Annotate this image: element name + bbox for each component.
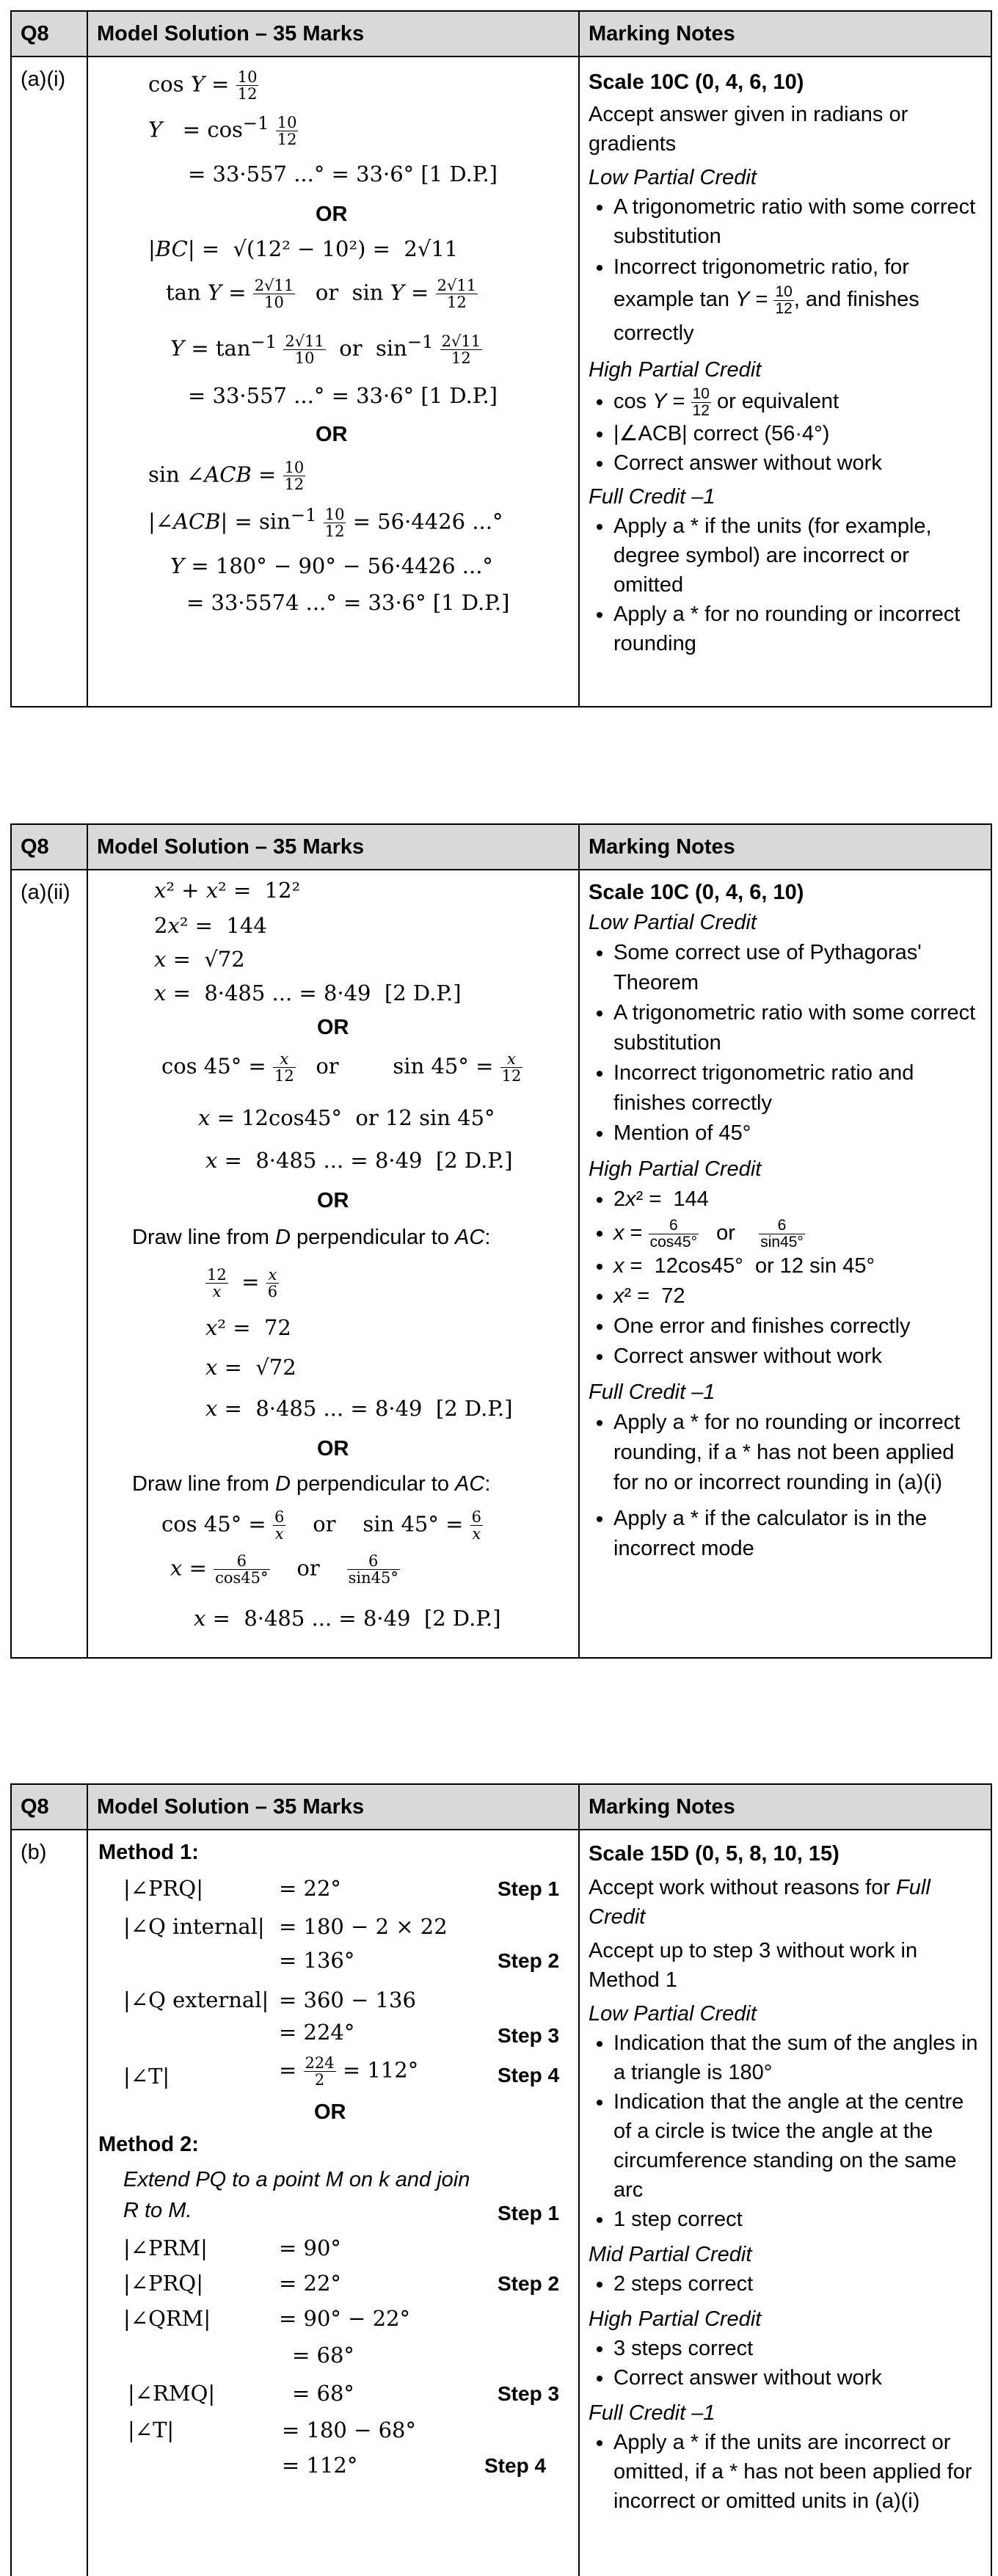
solution-line: Y = 180° − 90° − 56·4426 ...° <box>170 553 493 578</box>
model-solution <box>88 1830 580 2576</box>
or-label: OR <box>317 1016 349 1039</box>
marking-notes <box>580 870 991 1657</box>
note-item: • Apply a * if the calculator is in the incorrect mode <box>613 1504 983 1564</box>
solution-line: $\frac{12}{x}$ = $\frac{x}{6}$ <box>207 1266 278 1300</box>
method-1-label: Method 1: <box>98 1841 199 1864</box>
low-credit-heading: Low Partial Credit <box>589 2002 757 2026</box>
solution-line: |∠PRQ| <box>123 2271 203 2296</box>
marking-notes <box>580 1830 991 2576</box>
solution-line: x = $\frac{6}{\cos 45^\circ}$ or $\frac{6}{\sin 45^\circ}$ <box>170 1552 398 1587</box>
header-q: Q8 <box>12 1785 88 1829</box>
solution-line: cos 45° = $\frac{x}{12}$ or sin 45° = $\frac{x}{12}$ <box>161 1050 522 1085</box>
full-credit-heading: Full Credit –1 <box>589 484 715 509</box>
header-model: Model Solution – 35 Marks <box>88 1785 580 1829</box>
solution-line: |∠RMQ| <box>128 2381 216 2406</box>
step-label: Step 2 <box>498 2272 560 2295</box>
scale-label: Scale 10C (0, 4, 6, 10) <box>589 881 804 904</box>
step-label: Step 1 <box>498 1877 560 1900</box>
or-label: OR <box>314 2100 346 2124</box>
solution-line: x = 12cos45° or 12 sin 45° <box>198 1105 495 1130</box>
solution-line: |∠Q internal| <box>123 1914 265 1939</box>
scale-label: Scale 15D (0, 5, 8, 10, 15) <box>589 1842 839 1866</box>
solution-line: |∠T| <box>128 2417 175 2442</box>
solution-line: 2x² = 144 <box>154 913 267 938</box>
solution-line: cos Y = $\frac{10}{12}$ <box>148 68 258 103</box>
note-item: • Mention of 45° <box>613 1118 983 1149</box>
solution-line: = 360 − 136 <box>279 1987 416 2012</box>
solution-line: = $\frac{224}{2}$ = 112° <box>279 2054 419 2089</box>
note-item: • |∠ACB| correct (56·4°) <box>613 419 983 448</box>
note-item: • Correct answer without work <box>613 2363 983 2393</box>
or-label: OR <box>316 203 348 226</box>
solution-line: $Y = \tan^{-1}$ $\frac{2√11}{10}$ or $\sin^{-1}$ $\frac{2√11}{12}$ <box>170 332 481 368</box>
header-q: Q8 <box>12 825 88 869</box>
model-solution <box>88 57 580 706</box>
note-item: • Some correct use of Pythagoras' Theorem <box>613 938 983 998</box>
table-header <box>12 1785 991 1830</box>
accept-note: Accept up to step 3 without work in Method 1 <box>589 1939 918 1992</box>
solution-line: = 22° <box>279 1876 341 1901</box>
note-item: • Apply a * for no rounding or incorrect rounding, if a * has not been applied for no or incorrect rounding in (a)(i) <box>613 1408 983 1498</box>
high-credit-heading: High Partial Credit <box>589 1157 762 1181</box>
solution-line: = 90° − 22° <box>279 2306 411 2331</box>
note-item: • One error and finishes correctly <box>613 1311 983 1342</box>
header-model: Model Solution – 35 Marks <box>88 825 580 869</box>
solution-line: $Y = \cos^{-1}$ $\frac{10}{12}$ <box>148 113 297 149</box>
solution-line: = 180 − 2 × 22 <box>279 1914 448 1939</box>
solution-text: Draw line from D perpendicular to AC: <box>132 1472 491 1496</box>
low-credit-heading: Low Partial Credit <box>589 911 757 934</box>
header-notes: Marking Notes <box>589 22 735 46</box>
header-notes: Marking Notes <box>589 835 735 859</box>
solution-line: cos 45° = $\frac{6}{x}$ or sin 45° = $\frac{6}{x}$ <box>161 1508 481 1543</box>
solution-line: x = 8·485 ... = 8·49 [2 D.P.] <box>205 1148 513 1173</box>
solution-line: = 33·557 ...° = 33·6° [1 D.P.] <box>188 383 498 408</box>
note-item: • Apply a * for no rounding or incorrect rounding <box>613 600 983 658</box>
table-header <box>12 825 991 870</box>
note-item: • Correct answer without work <box>613 1342 983 1372</box>
solution-line: = 68° <box>292 2381 354 2406</box>
solution-line: |∠ACB| = $\sin^{-1}$ $\frac{10}{12}$ = 56·4426 ...° <box>148 505 503 541</box>
method-2-label: Method 2: <box>98 2133 199 2156</box>
note-item: • A trigonometric ratio with some correct substitution <box>613 192 983 251</box>
full-credit-heading: Full Credit –1 <box>589 2401 715 2425</box>
step-label: Step 4 <box>484 2454 547 2477</box>
note-item: • Incorrect trigonometric ratio and finishes correctly <box>613 1058 983 1118</box>
note-item: • A trigonometric ratio with some correct substitution <box>613 998 983 1058</box>
note-item: • 1 step correct <box>613 2205 983 2234</box>
note-item: • Apply a * if the units are incorrect or omitted, if a * has not been applied for incorrect or omitted units in (a)(i) <box>613 2428 983 2516</box>
table-a-ii <box>10 823 992 1659</box>
solution-line: |∠QRM| <box>123 2306 211 2331</box>
step-label: Step 4 <box>498 2064 560 2086</box>
accept-note: Accept work without reasons for Full Credit <box>589 1876 930 1929</box>
step-label: Step 2 <box>498 1949 560 1972</box>
solution-line: |BC| = √(12² − 10²) = 2√11 <box>148 236 459 261</box>
note-item: • Indication that the angle at the centre of a circle is twice the angle at the circumference standing on the same arc <box>613 2087 983 2205</box>
solution-line: = 68° <box>292 2343 354 2368</box>
part-label: (a)(i) <box>12 57 88 706</box>
solution-line: sin ∠ACB = $\frac{10}{12}$ <box>148 459 305 493</box>
note-item: • 3 steps correct <box>613 2334 983 2363</box>
note-item: • cos Y = $\frac{10}{12}$ or equivalent <box>613 385 983 419</box>
solution-line: tan Y = $\frac{2√11}{10}$ or sin Y = $\frac{2√11}{12}$ <box>166 277 477 311</box>
note-item: • Incorrect trigonometric ratio, for example tan Y = $\frac{10}{12}$ , and finishes correctly <box>613 251 983 349</box>
solution-line: x² + x² = 12² <box>154 878 301 903</box>
solution-line: x = 8·485 ... = 8·49 [2 D.P.] <box>194 1606 501 1631</box>
or-label: OR <box>317 1437 349 1460</box>
solution-text: Draw line from D perpendicular to AC: <box>132 1226 491 1249</box>
note-item: • Correct answer without work <box>613 448 983 478</box>
solution-line: x = √72 <box>154 947 245 972</box>
note-item: • Apply a * if the units (for example, degree symbol) are incorrect or omitted <box>613 512 983 600</box>
high-credit-heading: High Partial Credit <box>589 357 762 382</box>
or-label: OR <box>317 1189 349 1212</box>
full-credit-heading: Full Credit –1 <box>589 1380 715 1404</box>
mid-credit-heading: Mid Partial Credit <box>589 2243 752 2266</box>
solution-text: R to M. <box>123 2199 192 2222</box>
solution-line: = 90° <box>279 2235 341 2260</box>
step-label: Step 3 <box>498 2382 560 2405</box>
note-item: • x = 12cos45° or 12 sin 45° <box>613 1251 983 1281</box>
part-label: (b) <box>12 1830 88 2576</box>
note-item: • x² = 72 <box>613 1281 983 1311</box>
note-item: • 2x² = 144 <box>613 1185 983 1215</box>
solution-line: = 33·5574 ...° = 33·6° [1 D.P.] <box>186 590 510 615</box>
step-label: Step 3 <box>498 2024 560 2047</box>
part-label: (a)(ii) <box>12 870 88 1657</box>
note-item: • 2 steps correct <box>613 2269 983 2299</box>
solution-line: |∠Q external| <box>123 1987 269 2012</box>
high-credit-heading: High Partial Credit <box>589 2307 762 2331</box>
solution-line: x² = 72 <box>205 1315 291 1340</box>
low-credit-heading: Low Partial Credit <box>589 166 757 189</box>
table-b <box>10 1783 992 2576</box>
solution-line: x = 8·485 ... = 8·49 [2 D.P.] <box>154 980 462 1005</box>
header-q: Q8 <box>12 12 88 56</box>
scale-label: Scale 10C (0, 4, 6, 10) <box>589 70 804 94</box>
header-model: Model Solution – 35 Marks <box>88 12 580 56</box>
or-label: OR <box>316 423 348 446</box>
note-item: • Indication that the sum of the angles in a triangle is 180° <box>613 2029 983 2087</box>
solution-line: = 180 − 68° <box>282 2417 417 2442</box>
solution-line: = 224° <box>279 2020 355 2045</box>
solution-line: |∠PRQ| <box>123 1876 203 1901</box>
header-notes: Marking Notes <box>589 1795 735 1819</box>
solution-line: x = 8·485 ... = 8·49 [2 D.P.] <box>205 1396 513 1421</box>
note-item: • x = $\frac{6}{\cos 45^\circ}$ or $\frac{6}{\sin 45^\circ}$ <box>613 1215 983 1251</box>
marking-notes <box>580 57 991 706</box>
solution-line: x = √72 <box>205 1355 296 1380</box>
solution-line: |∠PRM| <box>123 2235 208 2260</box>
solution-line: = 33·557 ...° = 33·6° [1 D.P.] <box>188 161 498 186</box>
solution-line: = 136° <box>279 1948 355 1973</box>
solution-line: = 22° <box>279 2271 341 2296</box>
table-a-i <box>10 10 992 707</box>
table-header <box>12 12 991 57</box>
solution-line: |∠T| <box>123 2064 170 2089</box>
step-label: Step 1 <box>498 2202 560 2224</box>
accept-note: Accept answer given in radians or gradients <box>589 103 908 156</box>
model-solution <box>88 870 580 1657</box>
solution-text: Extend PQ to a point M on k and join <box>123 2168 470 2191</box>
solution-line: = 112° <box>282 2453 358 2478</box>
